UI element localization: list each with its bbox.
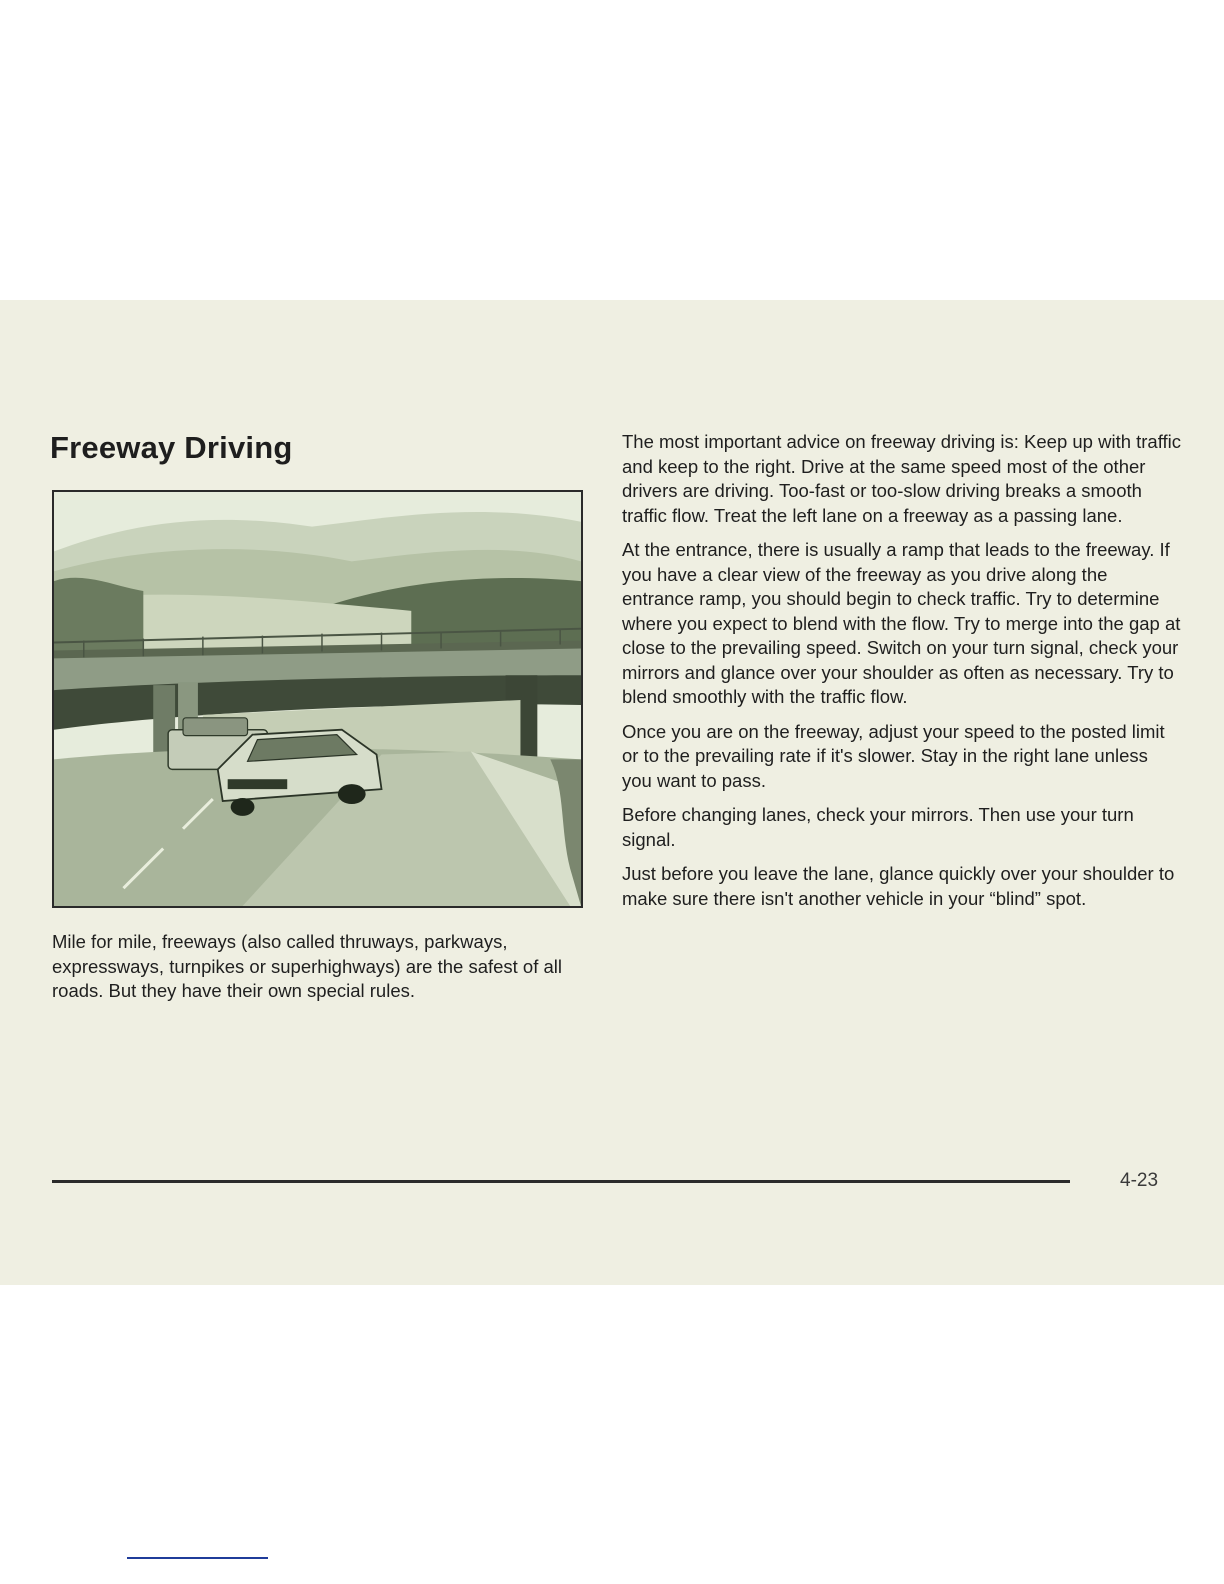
- paragraph-keep-up: The most important advice on freeway driving is: Keep up with traffic and keep to the right. Drive at the same speed most of the other drivers are driving. Too-fast or too-slow driving breaks a smooth traffic flow. Treat the left lane on a freeway as a passing lane.: [622, 431, 1182, 526]
- freeway-overpass-illustration: [52, 490, 583, 908]
- illustration-drawing: [54, 492, 581, 906]
- advice-column: [622, 430, 1182, 921]
- paragraph-changing-lanes: Before changing lanes, check your mirrors. Then use your turn signal.: [622, 804, 1134, 850]
- footer-rule: [52, 1180, 1070, 1183]
- paragraph-blind-spot: Just before you leave the lane, glance quickly over your shoulder to make sure there isn't another vehicle in your “blind” spot.: [622, 863, 1175, 909]
- section-title: Freeway Driving: [50, 430, 293, 465]
- link-underline[interactable]: [127, 1557, 268, 1559]
- intro-paragraph: Mile for mile, freeways (also called thruways, parkways, expressways, turnpikes or superhighways) are the safest of all roads. But they have their own special rules.: [52, 931, 563, 1001]
- paragraph-on-freeway: Once you are on the freeway, adjust your speed to the posted limit or to the prevailing rate if it's slower. Stay in the right lane unless you want to pass.: [622, 720, 1165, 791]
- paragraph-entrance: At the entrance, there is usually a ramp that leads to the freeway. If you have a clear view of the freeway as you drive along the entrance ramp, you should begin to check traffic. Try to determine where you expect to blend with the flow. Try to merge into the gap at close to the prevailing speed. Switch on your turn signal, check your mirrors and glance over your shoulder as often as necessary. Try to blend smoothly with the traffic flow.: [622, 539, 1181, 707]
- page-number: 4-23: [1120, 1170, 1159, 1191]
